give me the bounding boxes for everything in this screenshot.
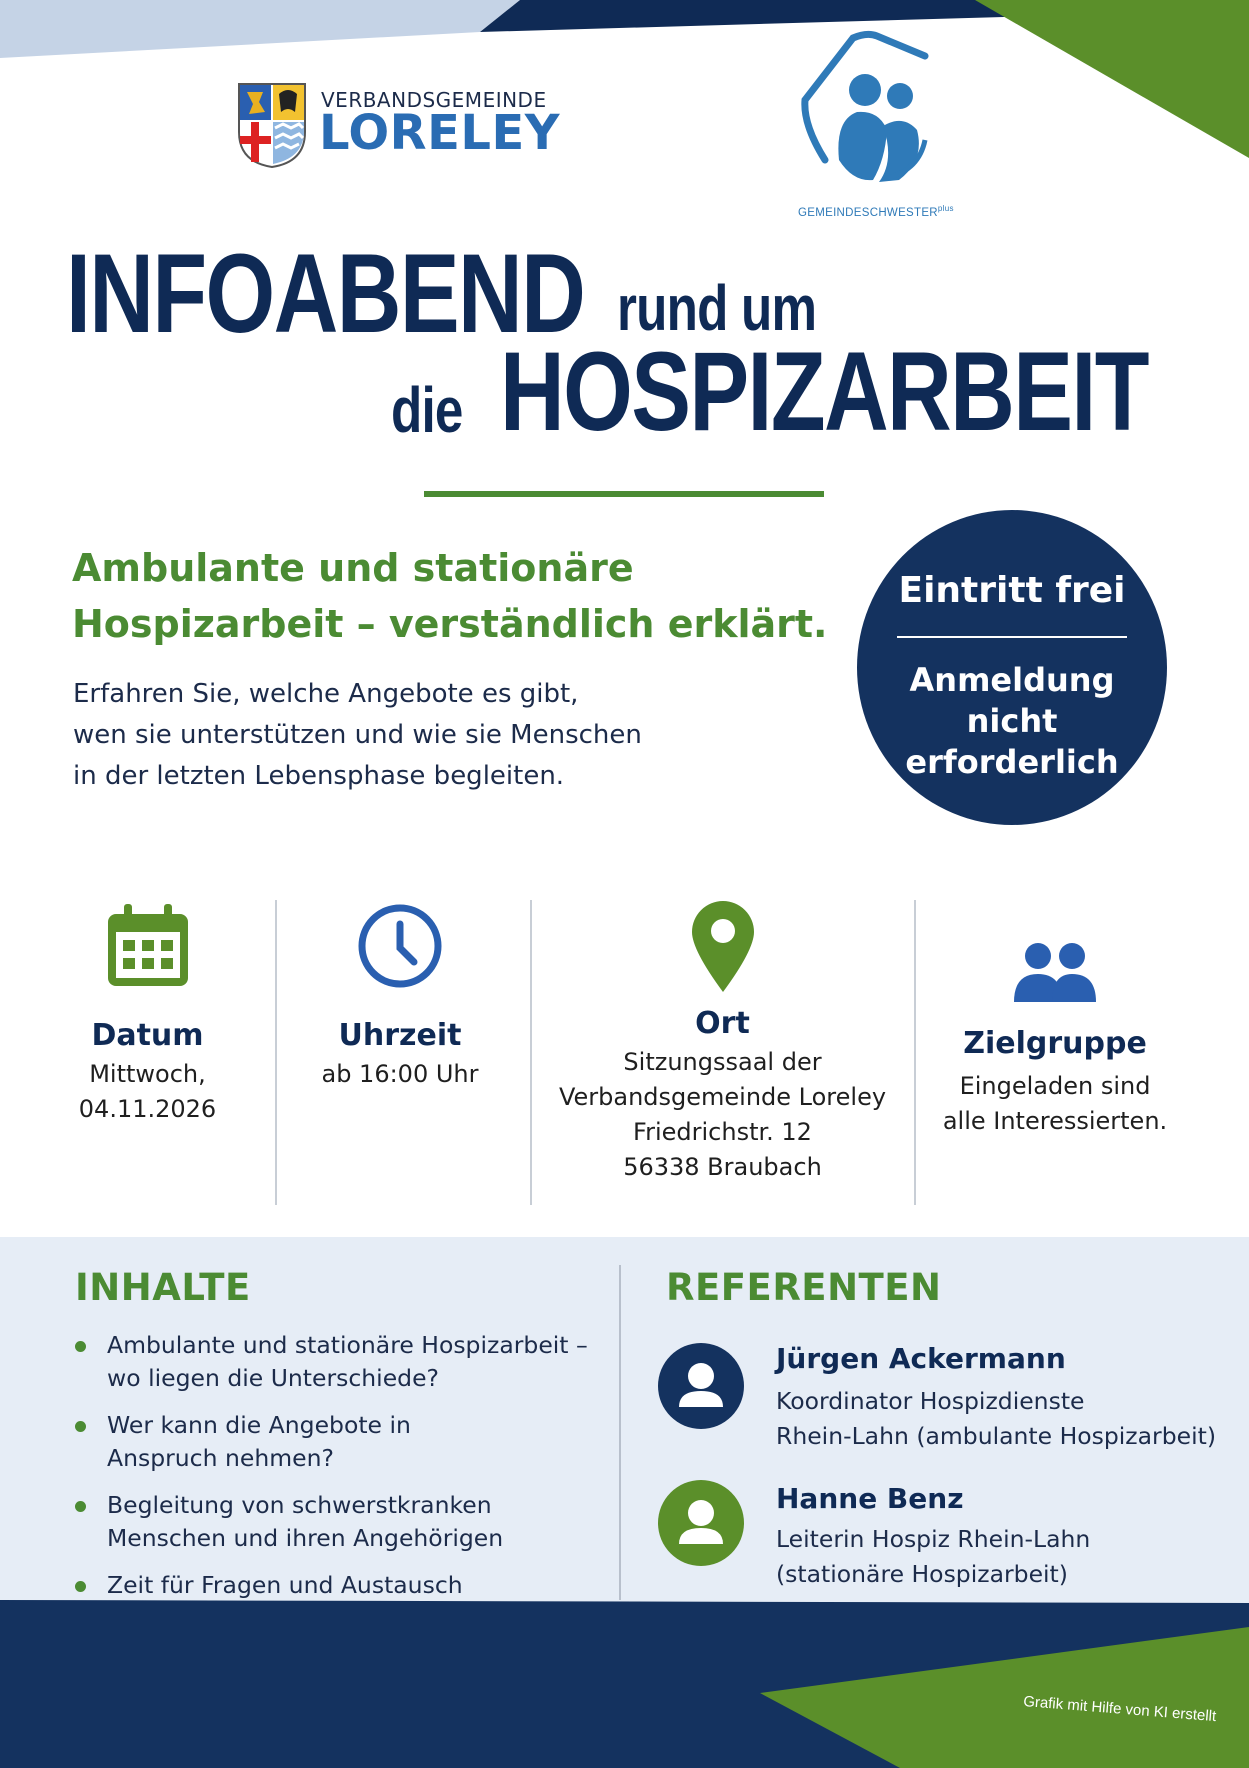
avatar bbox=[658, 1480, 744, 1566]
list-item bbox=[75, 1569, 595, 1602]
referent-role bbox=[776, 1522, 1090, 1592]
details-divider bbox=[914, 900, 916, 1205]
bullet-dot bbox=[75, 1341, 86, 1352]
admission-badge bbox=[857, 510, 1167, 825]
title-rule bbox=[424, 491, 824, 497]
detail-heading: Zielgruppe bbox=[963, 1026, 1147, 1061]
referent-role-line: Koordinator Hospizdienste bbox=[776, 1387, 1085, 1415]
subtitle-line2: Hospizarbeit – verständlich erklärt. bbox=[72, 602, 828, 646]
coat-of-arms-icon bbox=[237, 82, 307, 168]
detail-line: ab 16:00 Uhr bbox=[321, 1060, 479, 1088]
subtitle-line1: Ambulante und stationäre bbox=[72, 546, 634, 590]
person-icon bbox=[658, 1480, 744, 1566]
ai-credit-note: Grafik mit Hilfe von KI erstellt bbox=[1022, 1693, 1217, 1726]
list-item-line: Ambulante und stationäre Hospizarbeit – bbox=[107, 1331, 588, 1359]
clock-icon bbox=[356, 902, 444, 990]
subtitle bbox=[72, 540, 828, 652]
inhalte-heading: INHALTE bbox=[75, 1266, 251, 1309]
title-rund-um: rund um bbox=[617, 272, 817, 344]
family-house-icon bbox=[795, 30, 945, 195]
list-item-line: wo liegen die Unterschiede? bbox=[107, 1364, 440, 1392]
list-item-line: Begleitung von schwerstkranken bbox=[107, 1491, 492, 1519]
details-divider bbox=[275, 900, 277, 1205]
section-divider bbox=[619, 1265, 621, 1600]
inhalte-list bbox=[75, 1329, 595, 1616]
logo-line1: VERBANDSGEMEINDE bbox=[321, 88, 547, 112]
detail-line: Eingeladen sind bbox=[959, 1072, 1151, 1100]
location-pin-icon bbox=[688, 898, 758, 994]
detail-line: Friedrichstr. 12 bbox=[633, 1118, 812, 1146]
details-divider bbox=[530, 900, 532, 1205]
gemeindeschwester-text: GEMEINDESCHWESTER bbox=[798, 206, 938, 219]
badge-line: erforderlich bbox=[905, 743, 1119, 781]
referent-role-line: Rhein-Lahn (ambulante Hospizarbeit) bbox=[776, 1422, 1216, 1450]
title-hospizarbeit: HOSPIZARBEIT bbox=[500, 329, 1148, 454]
avatar bbox=[658, 1343, 744, 1429]
badge-line: Anmeldung bbox=[909, 661, 1115, 699]
badge-eintritt-frei: Eintritt frei bbox=[898, 570, 1126, 611]
logo-line2: LORELEY bbox=[319, 105, 561, 161]
list-item bbox=[75, 1329, 595, 1395]
gemeindeschwester-label bbox=[798, 204, 954, 219]
intro-line: Erfahren Sie, welche Angebote es gibt, bbox=[73, 679, 579, 709]
detail-line: alle Interessierten. bbox=[942, 1107, 1168, 1135]
list-item-line: Menschen und ihren Angehörigen bbox=[107, 1524, 504, 1552]
detail-line: Verbandsgemeinde Loreley bbox=[558, 1083, 887, 1111]
referent-role-line: Leiterin Hospiz Rhein-Lahn bbox=[776, 1525, 1091, 1553]
badge-divider bbox=[897, 636, 1127, 638]
referent-name: Hanne Benz bbox=[776, 1482, 964, 1515]
loreley-coat-of-arms bbox=[237, 82, 307, 168]
detail-line: Mittwoch, bbox=[89, 1060, 206, 1088]
intro-line: in der letzten Lebensphase begleiten. bbox=[73, 761, 565, 791]
list-item-line: Zeit für Fragen und Austausch bbox=[107, 1571, 463, 1599]
referenten-heading: REFERENTEN bbox=[666, 1266, 942, 1309]
title-infoabend: INFOABEND bbox=[66, 231, 585, 356]
detail-heading: Ort bbox=[695, 1006, 750, 1041]
list-item bbox=[75, 1409, 595, 1475]
intro-text bbox=[73, 674, 642, 797]
referent-role-line: (stationäre Hospizarbeit) bbox=[776, 1560, 1068, 1588]
list-item-line: Anspruch nehmen? bbox=[107, 1444, 334, 1472]
list-item bbox=[75, 1489, 595, 1555]
calendar-icon bbox=[102, 900, 194, 992]
gemeindeschwester-suffix: plus bbox=[937, 204, 954, 213]
detail-ort bbox=[545, 898, 900, 1185]
bullet-dot bbox=[75, 1501, 86, 1512]
detail-uhrzeit bbox=[290, 902, 510, 1092]
detail-line: 04.11.2026 bbox=[78, 1095, 217, 1123]
group-icon bbox=[1012, 940, 1098, 1004]
detail-zielgruppe bbox=[930, 940, 1180, 1139]
badge-line: nicht bbox=[966, 702, 1058, 740]
badge-registration-note bbox=[857, 660, 1167, 783]
detail-line: Sitzungssaal der bbox=[623, 1048, 822, 1076]
referent-name: Jürgen Ackermann bbox=[776, 1342, 1066, 1375]
detail-line: 56338 Braubach bbox=[623, 1153, 822, 1181]
bullet-dot bbox=[75, 1581, 86, 1592]
detail-heading: Uhrzeit bbox=[338, 1018, 462, 1053]
intro-line: wen sie unterstützen und wie sie Menschen bbox=[73, 720, 642, 750]
gemeindeschwester-logo bbox=[795, 30, 945, 195]
title-die: die bbox=[391, 374, 463, 446]
detail-datum bbox=[40, 900, 255, 1127]
person-icon bbox=[658, 1343, 744, 1429]
list-item-line: Wer kann die Angebote in bbox=[107, 1411, 411, 1439]
referent-role bbox=[776, 1384, 1216, 1454]
bullet-dot bbox=[75, 1421, 86, 1432]
detail-heading: Datum bbox=[91, 1018, 204, 1053]
